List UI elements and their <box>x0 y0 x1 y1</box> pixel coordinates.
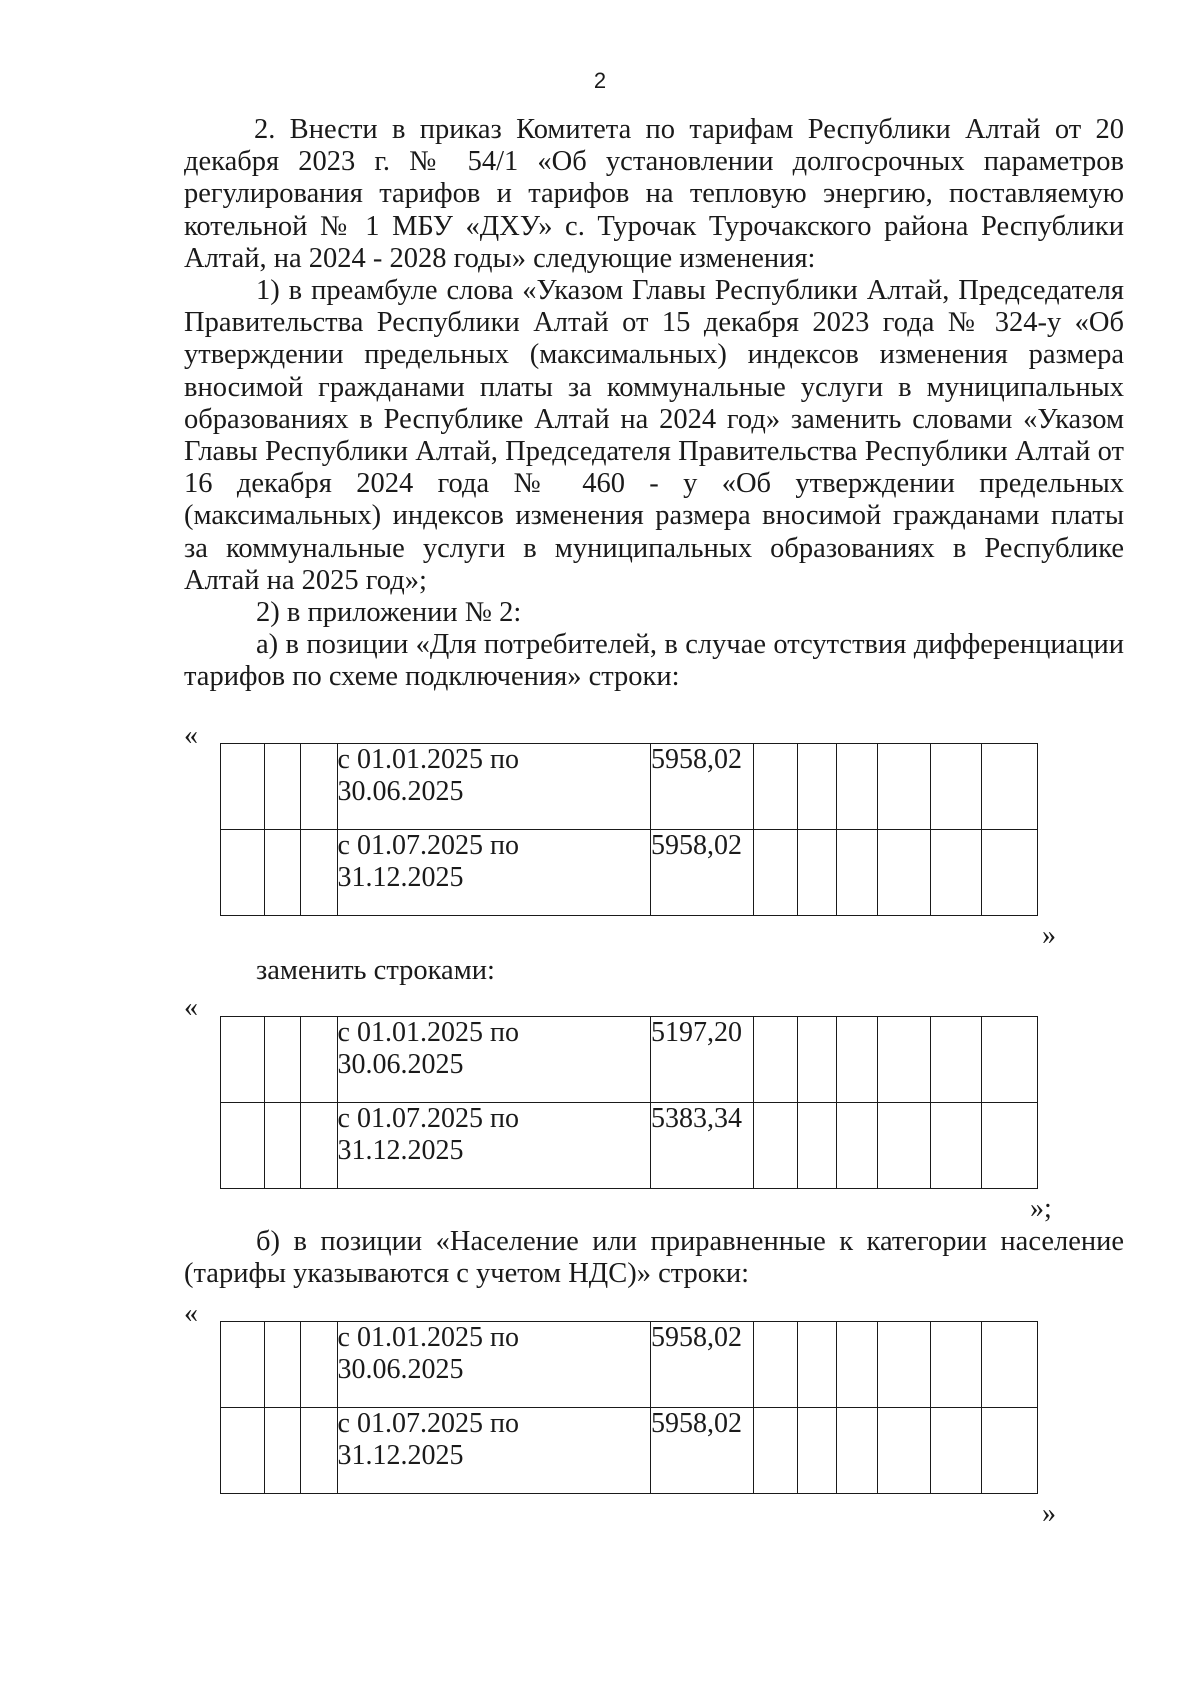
tariff-value-cell: 5958,02 <box>651 1408 754 1494</box>
paragraph-2: 2. Внести в приказ Комитета по тарифам Республики Алтай от 20 декабря 2023 г. № 54/1 «Об установлении долгосрочных параметров регулирования тарифов и тарифов на тепловую энергию, поставляемую котельной № 1 МБУ «ДХУ» с. Турочак Турочакского района Республики Алтай, на 2024 - 2028 годы» следующие изменения: <box>184 114 1124 274</box>
table-row <box>221 744 1038 830</box>
tariff-value-cell: 5958,02 <box>651 744 754 830</box>
quote-open-2: « <box>184 992 198 1023</box>
period-cell: с 01.07.2025 по 31.12.2025 <box>337 830 650 916</box>
tariff-value-cell: 5958,02 <box>651 1322 754 1408</box>
period-cell: с 01.01.2025 по 30.06.2025 <box>337 1017 650 1103</box>
replace-with-text: заменить строками: <box>256 955 495 986</box>
period-cell: с 01.01.2025 по 30.06.2025 <box>337 1322 650 1408</box>
period-cell: с 01.01.2025 по 30.06.2025 <box>337 744 650 830</box>
table-row <box>221 830 1038 916</box>
body-text-top <box>184 114 1124 694</box>
quote-close-1: » <box>1042 920 1056 951</box>
paragraph-2-1: 1) в преамбуле слова «Указом Главы Республики Алтай, Председателя Правительства Республики Алтай от 15 декабря 2023 года № 324-у «Об утверждении предельных (максимальных) индексов изменения размера вносимой гражданами платы за коммунальные услуги в муниципальных образованиях в Республике Алтай на 2024 год» заменить словами «Указом Главы Республики Алтай, Председателя Правительства Республики Алтай от 16 декабря 2024 года № 460 - у «Об утверждении предельных (максимальных) индексов изменения размера вносимой гражданами платы за коммунальные услуги в муниципальных образованиях в Республике Алтай на 2025 год»; <box>184 275 1124 596</box>
tariff-table-replacement <box>220 1016 1038 1189</box>
quote-close-3: » <box>1042 1498 1056 1529</box>
period-cell: с 01.07.2025 по 31.12.2025 <box>337 1408 650 1494</box>
period-cell: с 01.07.2025 по 31.12.2025 <box>337 1103 650 1189</box>
body-text-b <box>184 1226 1124 1290</box>
tariff-value-cell: 5958,02 <box>651 830 754 916</box>
quote-open-1: « <box>184 720 198 751</box>
quote-open-3: « <box>184 1298 198 1329</box>
tariff-table-original-a <box>220 743 1038 916</box>
paragraph-2-2-b: б) в позиции «Население или приравненные к категории население (тарифы указываются с учетом НДС)» строки: <box>184 1226 1124 1290</box>
tariff-value-cell: 5383,34 <box>651 1103 754 1189</box>
table-row <box>221 1408 1038 1494</box>
paragraph-2-2: 2) в приложении № 2: <box>256 597 522 629</box>
table-row <box>221 1017 1038 1103</box>
paragraph-2-2-a: а) в позиции «Для потребителей, в случае отсутствия дифференциации тарифов по схеме подключения» строки: <box>184 629 1124 693</box>
tariff-table-original-b <box>220 1321 1038 1494</box>
tariff-value-cell: 5197,20 <box>651 1017 754 1103</box>
table-row <box>221 1103 1038 1189</box>
page-number: 2 <box>593 68 607 93</box>
quote-close-2: »; <box>1030 1193 1052 1224</box>
table-row <box>221 1322 1038 1408</box>
